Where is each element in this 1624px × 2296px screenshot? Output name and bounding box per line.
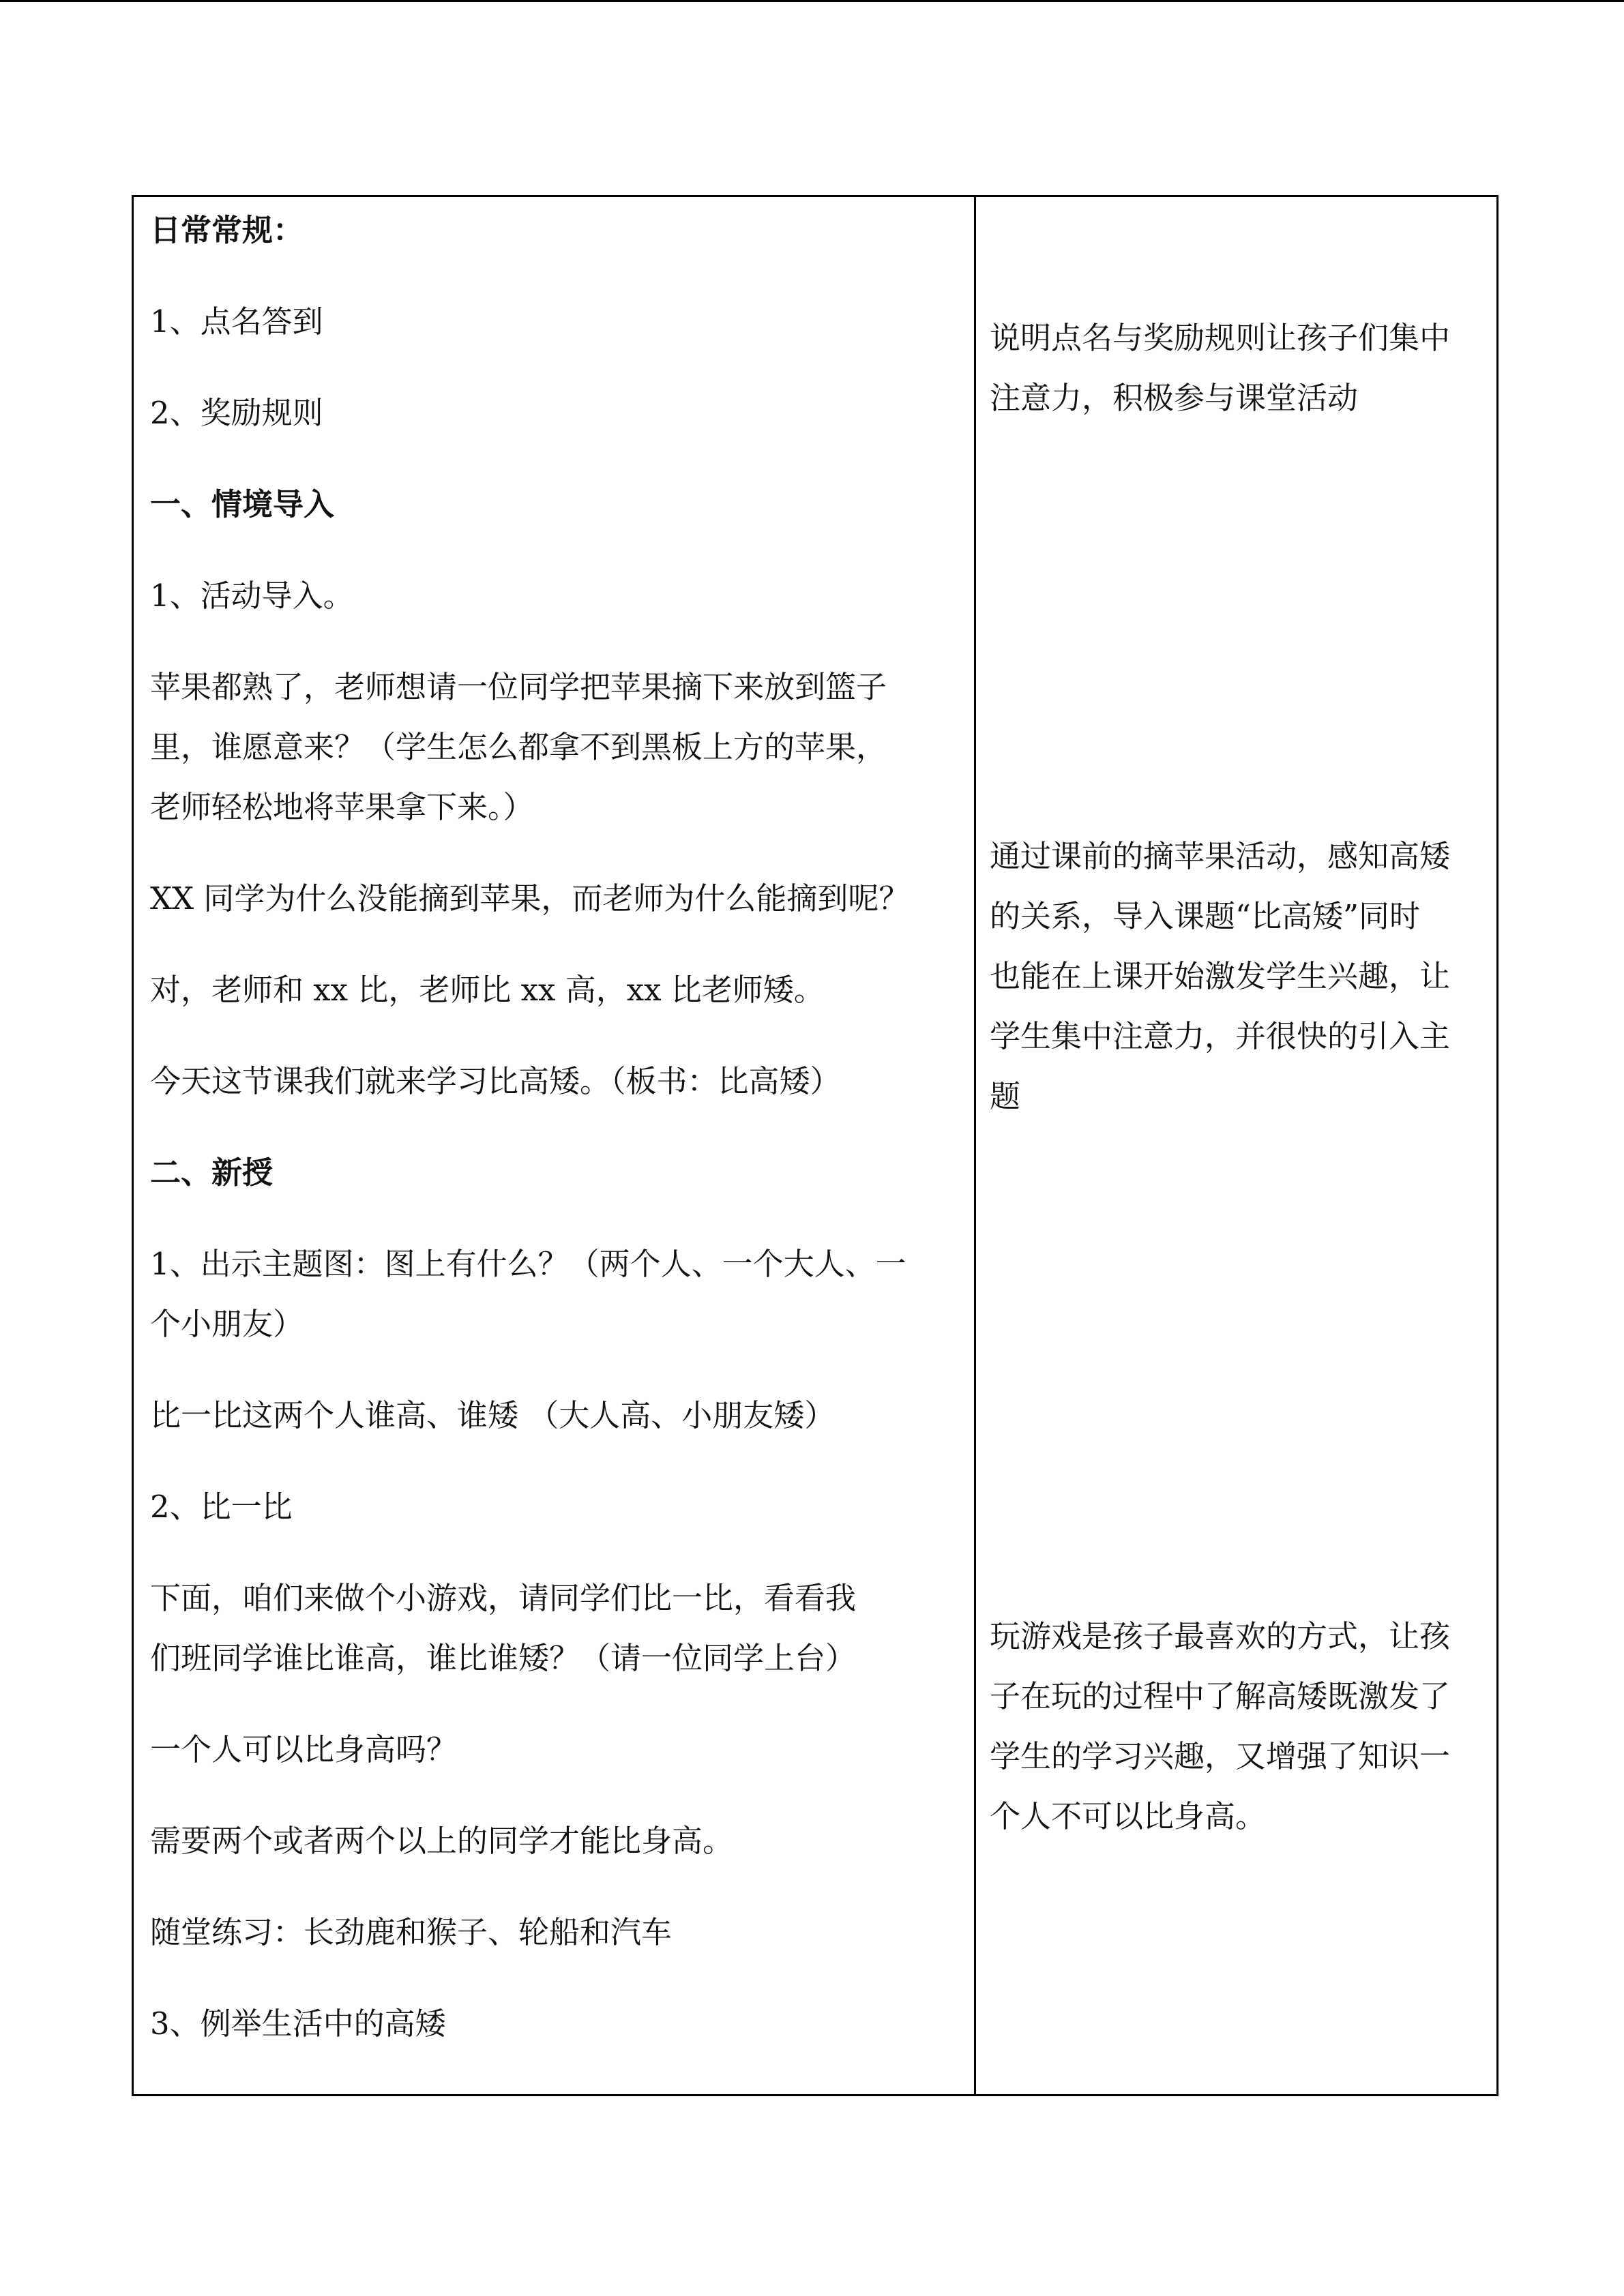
design-intent-cell xyxy=(975,196,1498,2096)
theme-image-line: 个小朋友） xyxy=(150,1306,304,1342)
section-heading-situation-intro: 一、情境导入 xyxy=(150,486,335,522)
practice-line: 随堂练习：长劲鹿和猴子、轮船和汽车 xyxy=(150,1914,673,1950)
question-line: XX 同学为什么没能摘到苹果，而老师为什么能摘到呢？ xyxy=(150,880,910,916)
game-paragraph-line: 们班同学谁比谁高，谁比谁矮？（请一位同学上台） xyxy=(150,1640,857,1676)
theme-image-line: 1、出示主题图：图上有什么？（两个人、一个大人、一 xyxy=(150,1246,906,1282)
note-game-line: 个人不可以比身高。 xyxy=(990,1798,1267,1834)
lesson-plan-table xyxy=(132,195,1498,2096)
note-game-line: 学生的学习兴趣，又增强了知识一 xyxy=(990,1738,1451,1774)
one-person-question: 一个人可以比身高吗？ xyxy=(150,1731,458,1768)
page-top-rule xyxy=(0,0,1624,2)
game-paragraph-line: 下面，咱们来做个小游戏，请同学们比一比，看看我 xyxy=(150,1580,857,1616)
topic-intro-line: 今天这节课我们就来学习比高矮。（板书：比高矮） xyxy=(150,1063,841,1099)
activity-intro-item: 1、活动导入。 xyxy=(150,578,354,614)
compare-item: 2、比一比 xyxy=(150,1489,293,1525)
two-people-answer: 需要两个或者两个以上的同学才能比身高。 xyxy=(150,1823,734,1859)
note-rollcall-line: 说明点名与奖励规则让孩子们集中 xyxy=(990,320,1451,356)
apple-paragraph-line: 里，谁愿意来？（学生怎么都拿不到黑板上方的苹果， xyxy=(150,729,887,765)
section-heading-new-lesson: 二、新授 xyxy=(150,1154,274,1191)
routine-item-rollcall: 1、点名答到 xyxy=(150,303,323,340)
routine-heading: 日常常规： xyxy=(150,212,304,248)
note-apple-line: 通过课前的摘苹果活动，感知高矮 xyxy=(990,838,1451,874)
note-apple-line: 的关系，导入课题“比高矮”同时 xyxy=(990,898,1421,934)
table-row xyxy=(133,196,1498,2096)
routine-item-rewards: 2、奖励规则 xyxy=(150,395,323,431)
apple-paragraph-line: 苹果都熟了，老师想请一位同学把苹果摘下来放到篮子 xyxy=(150,669,887,705)
note-apple-line: 学生集中注意力，并很快的引入主 xyxy=(990,1018,1451,1054)
note-rollcall-line: 注意力，积极参与课堂活动 xyxy=(990,380,1359,416)
apple-paragraph-line: 老师轻松地将苹果拿下来。） xyxy=(150,789,534,825)
answer-line: 对，老师和 xx 比，老师比 xx 高，xx 比老师矮。 xyxy=(150,972,825,1008)
note-game-line: 子在玩的过程中了解高矮既激发了 xyxy=(990,1678,1451,1714)
note-apple-line: 题 xyxy=(990,1078,1021,1114)
note-game-line: 玩游戏是孩子最喜欢的方式，让孩 xyxy=(990,1618,1451,1654)
compare-two-line: 比一比这两个人谁高、谁矮 （大人高、小朋友矮） xyxy=(150,1397,836,1433)
note-apple-line: 也能在上课开始激发学生兴趣，让 xyxy=(990,958,1451,994)
teaching-process-cell xyxy=(133,196,975,2096)
life-examples-item: 3、例举生活中的高矮 xyxy=(150,2006,446,2042)
